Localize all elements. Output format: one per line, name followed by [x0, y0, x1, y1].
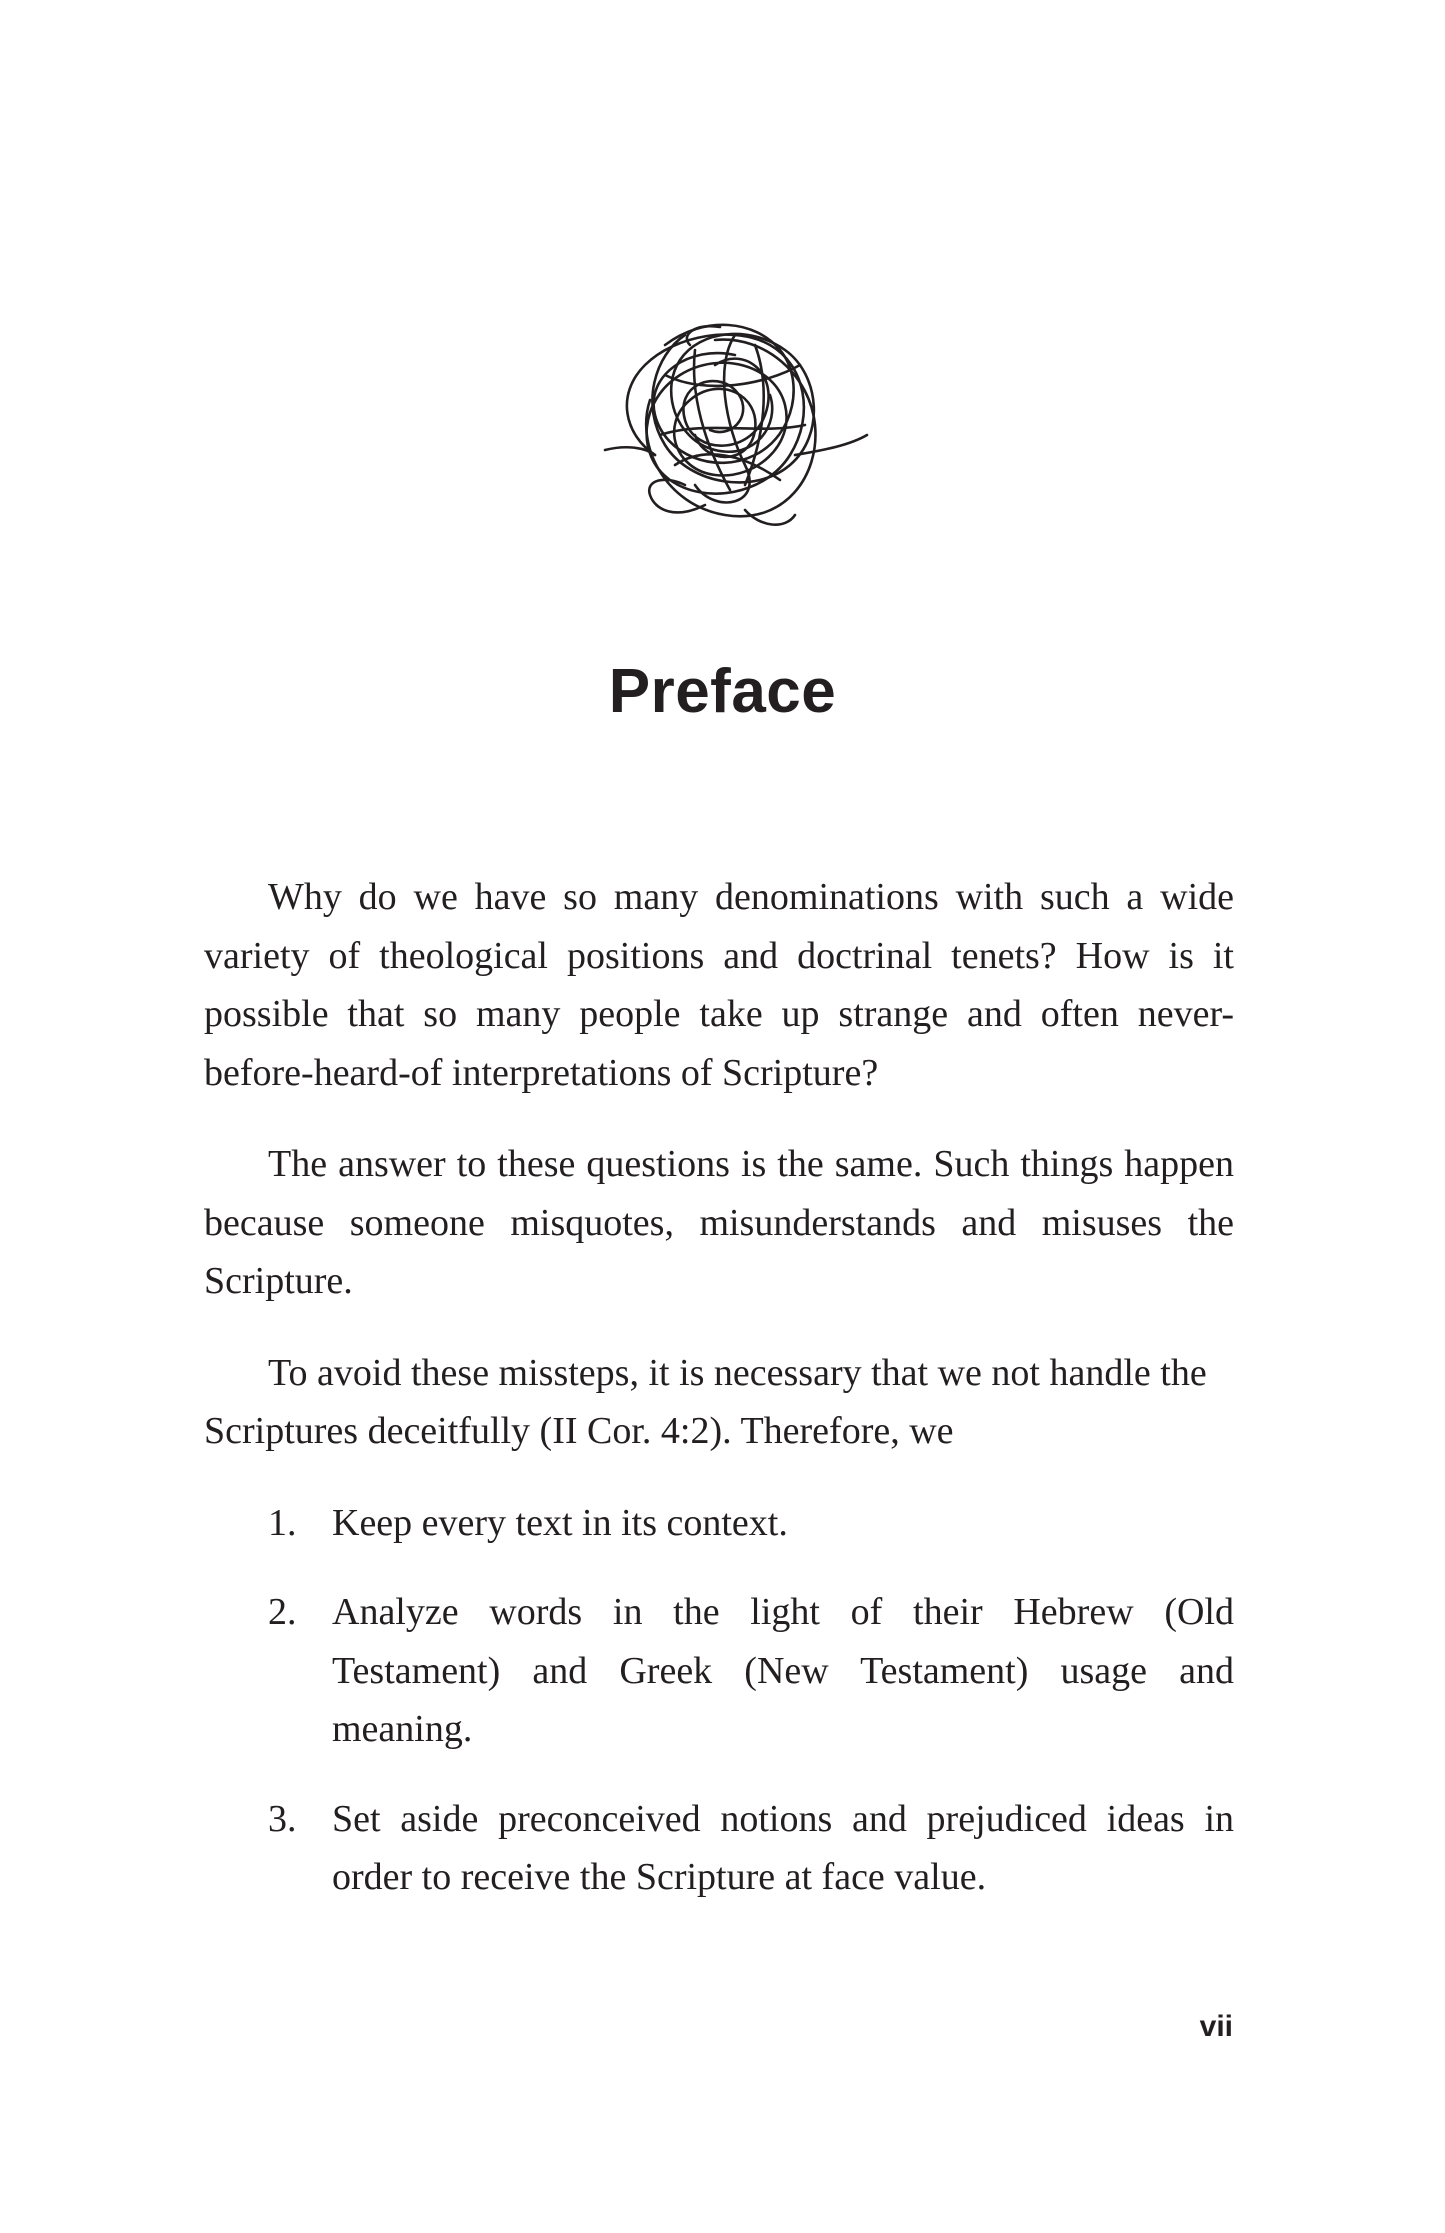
- page-number: vii: [1199, 2010, 1233, 2043]
- numbered-list: [204, 1494, 1234, 1907]
- list-item-text: Keep every text in its context.: [332, 1501, 788, 1544]
- list-item-number: 1.: [268, 1501, 297, 1544]
- list-item: [204, 1494, 1234, 1553]
- list-item-text: Analyze words in the light of their Hebrew (Old Testament) and Greek (New Testament) usage and meaning.: [332, 1591, 1234, 1750]
- preface-body: [204, 868, 1234, 1938]
- list-item-number: 2.: [268, 1591, 297, 1633]
- paragraph: Why do we have so many denominations with such a wide variety of theological positions and doctrinal tenets? How is it possible that so many people take up strange and often never-before-heard-of interpretations of Scripture?: [204, 876, 1234, 1094]
- paragraph: To avoid these missteps, it is necessary that we not handle the Scriptures deceitfully (II Cor. 4:2). Therefore, we: [204, 1351, 1207, 1452]
- paragraph: The answer to these questions is the same. Such things happen because someone misquotes, misunderstands and misuses the Scripture.: [204, 1143, 1234, 1302]
- list-item-number: 3.: [268, 1797, 297, 1840]
- scribble-ornament-icon: [595, 305, 875, 540]
- page-title: Preface: [608, 657, 837, 726]
- list-item-text: Set aside preconceived notions and prejudiced ideas in order to receive the Scripture at face value.: [332, 1797, 1234, 1898]
- list-item: [204, 1583, 1234, 1759]
- list-item: [204, 1790, 1234, 1907]
